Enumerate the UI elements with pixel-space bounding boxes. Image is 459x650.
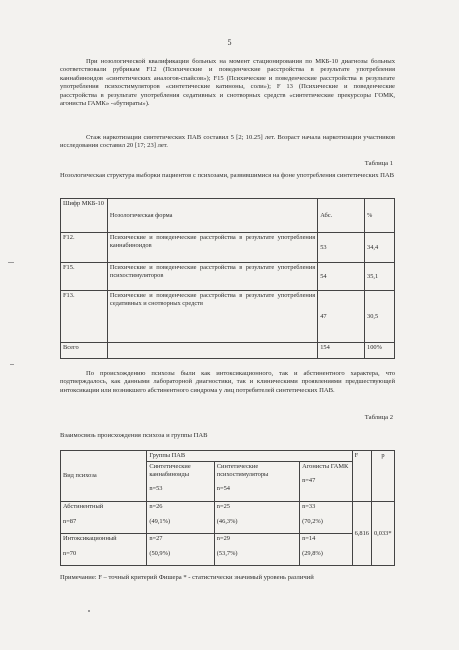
total-pct: 100% [365,343,395,359]
f-value: 6,816 [352,502,371,566]
header-abs: Абс. [318,199,365,233]
total-label: Всего [61,343,108,359]
paragraph-experience: Стаж наркотизации синтетических ПАВ составил 5 [2; 10.25] лет. Возраст начала наркотизации участников исследования составил 20 [17; 23] лет. [60,134,395,150]
cell: n=33 (70,2%) [300,502,353,534]
group-name: Синтетические психостимуляторы [216,463,269,478]
group-name: Агонисты ГАМК [302,463,349,470]
header-groups: Группы ПАВ [147,451,352,462]
row-type-n: n=87 [63,517,77,525]
cell: n=29 (53,7%) [214,534,299,566]
group-header [300,462,353,502]
table-row [61,291,395,343]
group-n: n=54 [216,484,230,492]
table-row [61,263,395,291]
p-value: 0,033* [371,502,394,566]
row-type [61,502,147,534]
table1-header-row [61,199,395,233]
cell: n=25 (46,3%) [214,502,299,534]
row-abs: 47 [318,291,365,343]
cell: n=14 (29,8%) [300,534,353,566]
row-code: F12. [61,233,108,263]
table-row [61,534,395,566]
table2-label: Таблица 2 [364,414,393,421]
group-n: n=53 [149,484,163,492]
total-abs: 154 [318,343,365,359]
table1-total-row [61,343,395,359]
row-type-label: Интоксикационный [63,535,117,542]
row-code: F15. [61,263,108,291]
row-form: Психические и поведенческие расстройства в результате употребления каннабиноидов [107,233,317,263]
header-pct: % [365,199,395,233]
cell: n=26 (49,1%) [147,502,214,534]
row-type-n: n=70 [63,549,77,557]
header-p: p [371,451,394,502]
group-header [214,462,299,502]
header-f: F [352,451,371,502]
row-form: Психические и поведенческие расстройства в результате употребления седативных и снотворных средств [107,291,317,343]
table1-caption: Нозологическая структура выборки пациентов с психозами, развившимися на фоне употребления синтетических ПАВ [60,172,395,179]
group-header [147,462,214,502]
row-code: F13. [61,291,108,343]
scan-mark [88,610,90,612]
page-number: 5 [227,38,232,47]
table2-header-row [61,451,395,462]
group-n: n=47 [302,476,316,484]
table2-caption: Взаимосвязь происхождения психоза и группы ПАВ [60,432,208,439]
group-name: Синтетические каннабиноиды [149,463,191,478]
header-form: Нозологическая форма [107,199,317,233]
header-code: Шифр МКБ-10 [61,199,108,233]
row-type [61,534,147,566]
table-row [61,233,395,263]
row-abs: 54 [318,263,365,291]
row-abs: 53 [318,233,365,263]
row-form: Психические и поведенческие расстройства в результате употребления психостимуляторов [107,263,317,291]
cell: n=27 (50,9%) [147,534,214,566]
row-pct: 34,4 [365,233,395,263]
row-pct: 35,1 [365,263,395,291]
scan-mark [8,262,14,263]
paragraph-origin: По происхождению психозы были как интоксикационного, так и абстинентного характера, что подтверждалось, как данными лабораторной диагностики, так и клиническими проявлениями предшествующей интоксикации или возникшего абстинентного синдрома у лиц потребителей синтетических ПАВ. [60,370,395,394]
table-row [61,502,395,534]
table-nosology [60,198,395,359]
scan-mark [10,364,14,365]
row-pct: 30,5 [365,291,395,343]
header-psychosis: Вид психоза [61,451,147,502]
paragraph-diagnoses: При нозологической квалификации больных на момент стационирования по МКБ-10 диагнозы больных соответствовали рубрикам F12 (Психические и поведенческие расстройства в результате употребления каннабиноидов «синтетических аналогов-спайсов»); F15 (Психические и поведенческие расстройства в результате употребления психостимуляторов «синтетические катиноны, соли»); F 13 (Психические и поведенческие расстройства в результате употребления седативных и снотворных средств «синтетические прекурсоры ГОМК, агонисты ГАМК» -«бутираты»). [60,58,395,108]
table2-note: Примечание: F – точный критерий Фишера * - статистически значимый уровень различий [60,574,314,581]
table-origin-groups [60,450,395,566]
table1-label: Таблица 1 [364,160,393,167]
row-type-label: Абстинентный [63,503,104,510]
